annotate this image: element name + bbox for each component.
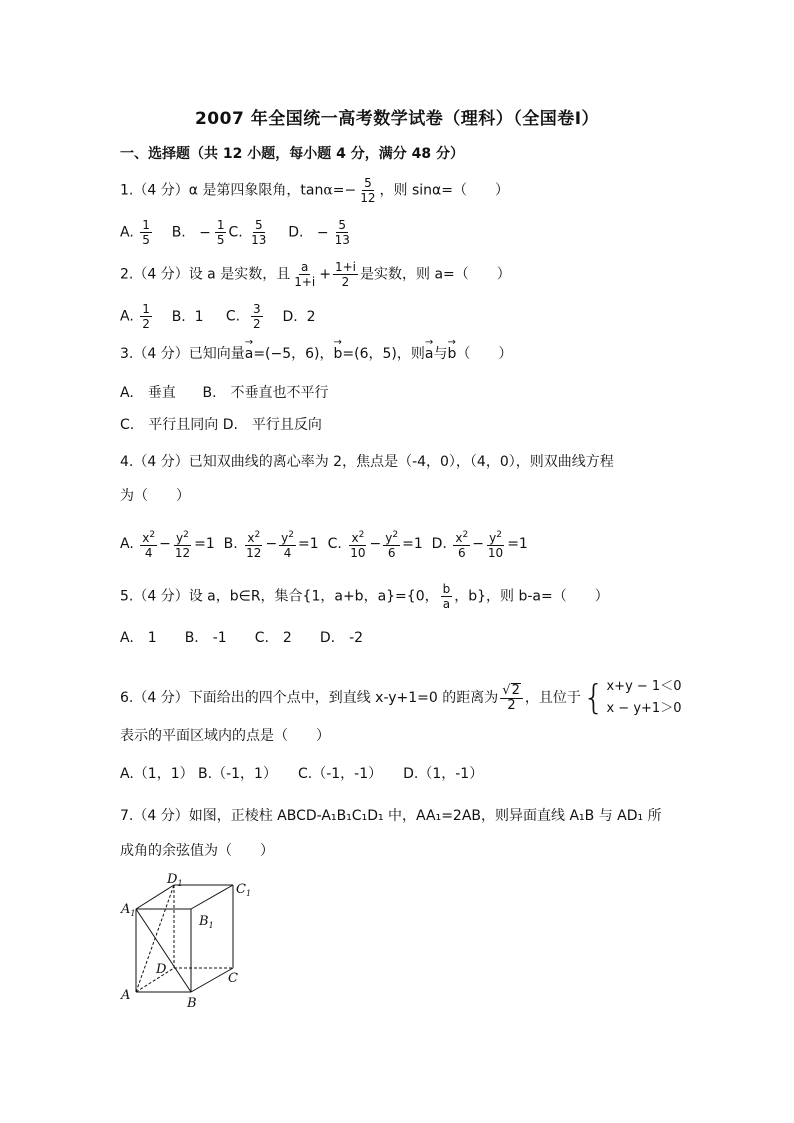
option-b[interactable]: B. 不垂直也不平行 xyxy=(202,385,329,401)
option-d[interactable]: D. 2 xyxy=(282,308,316,325)
option-a[interactable]: A. $\frac{x^2}{4}$ − $\frac{y^2}{12}$ =1 xyxy=(120,530,215,560)
question-4-stem-cont: 为（ ） xyxy=(120,488,190,504)
section-heading: 一、选择题（共 12 小题，每小题 4 分，满分 48 分） xyxy=(120,146,464,162)
vector-a: → a xyxy=(245,344,254,364)
option-a[interactable]: A. 垂直 xyxy=(120,385,176,401)
question-6-options[interactable]: A.（1，1） B.（-1，1） C.（-1，-1） D.（1，-1） xyxy=(120,766,484,782)
label-c1: $C_1$ xyxy=(236,882,252,898)
question-2-stem: 2.（4 分）设 a 是实数，且 $\frac{a}{1+i}$ + $\frac{1+i}{2}$ 是实数，则 a=（ ） xyxy=(120,260,511,289)
question-6-stem-cont: 表示的平面区域内的点是（ ） xyxy=(120,728,330,744)
question-4-options xyxy=(120,528,528,560)
option-a[interactable]: A. $\frac{1}{2}$ xyxy=(120,302,150,331)
option-b[interactable]: B. − $\frac{1}{5}$ xyxy=(171,218,225,247)
label-b: B xyxy=(187,996,197,1010)
option-d[interactable]: D. 平行且反向 xyxy=(222,417,322,433)
prism-figure xyxy=(115,865,265,1010)
question-6-stem: 6.（4 分）下面给出的四个点中，到直线 x-y+1=0 的距离为 √ 2 2 ，且位于 { x+y − 1＜0 x − y+1＞0 xyxy=(120,678,682,718)
question-1-options xyxy=(120,218,354,247)
question-4-stem: 4.（4 分）已知双曲线的离心率为 2，焦点是（-4，0），（4，0），则双曲线方程 xyxy=(120,454,614,470)
question-3-options-row2 xyxy=(120,415,322,435)
option-b[interactable]: B. 1 xyxy=(171,308,204,325)
question-1-stem: 1.（4 分）α 是第四象限角，tanα=− $\frac{5}{12}$ ，则 sinα=（ ） xyxy=(120,176,510,205)
label-b1: $B_1$ xyxy=(199,914,214,930)
label-a1: $A_1$ xyxy=(121,902,136,918)
question-5-options[interactable]: A. 1 B. -1 C. 2 D. -2 xyxy=(120,630,364,646)
question-7-stem: 7.（4 分）如图，正棱柱 ABCD-A₁B₁C₁D₁ 中，AA₁=2AB，则异面直线 A₁B 与 AD₁ 所 xyxy=(120,808,662,824)
option-c[interactable]: C. $\frac{5}{13}$ xyxy=(228,218,267,247)
question-3-stem: 3.（4 分）已知向量→ a=(−5，6)，→ b=(6，5)，则→ a与→ b（ ） xyxy=(120,344,512,364)
question-7-stem-cont: 成角的余弦值为（ ） xyxy=(120,843,274,859)
option-c[interactable]: C. 平行且同向 xyxy=(120,417,219,433)
option-c[interactable]: C. $\frac{3}{2}$ xyxy=(225,302,261,331)
page-title: 2007 年全国统一高考数学试卷（理科）（全国卷Ⅰ） xyxy=(194,109,600,129)
option-b[interactable]: B. $\frac{x^2}{12}$ − $\frac{y^2}{4}$ =1 xyxy=(223,530,319,560)
question-3-options-row1 xyxy=(120,383,329,403)
option-a[interactable]: A. $\frac{1}{5}$ xyxy=(120,218,150,247)
label-d: D xyxy=(156,962,167,977)
label-a: A xyxy=(121,988,131,1003)
option-d[interactable]: D. − $\frac{5}{13}$ xyxy=(288,218,350,247)
question-2-options xyxy=(120,302,316,331)
question-5-stem: 5.（4 分）设 a，b∈R，集合{1，a+b，a}={0， $\frac{b}{a}$ ，b}，则 b-a=（ ） xyxy=(120,582,609,611)
option-c[interactable]: C. $\frac{x^2}{10}$ − $\frac{y^2}{6}$ =1 xyxy=(327,530,423,560)
label-d1: $D_1$ xyxy=(167,872,183,888)
inequality-system: { x+y − 1＜0 x − y+1＞0 xyxy=(582,678,682,718)
label-c: C xyxy=(228,971,238,986)
option-d[interactable]: D. $\frac{x^2}{6}$ − $\frac{y^2}{10}$ =1 xyxy=(431,530,528,560)
vector-b: → b xyxy=(334,344,343,364)
fraction: $\frac{5}{12}$ xyxy=(360,176,376,205)
